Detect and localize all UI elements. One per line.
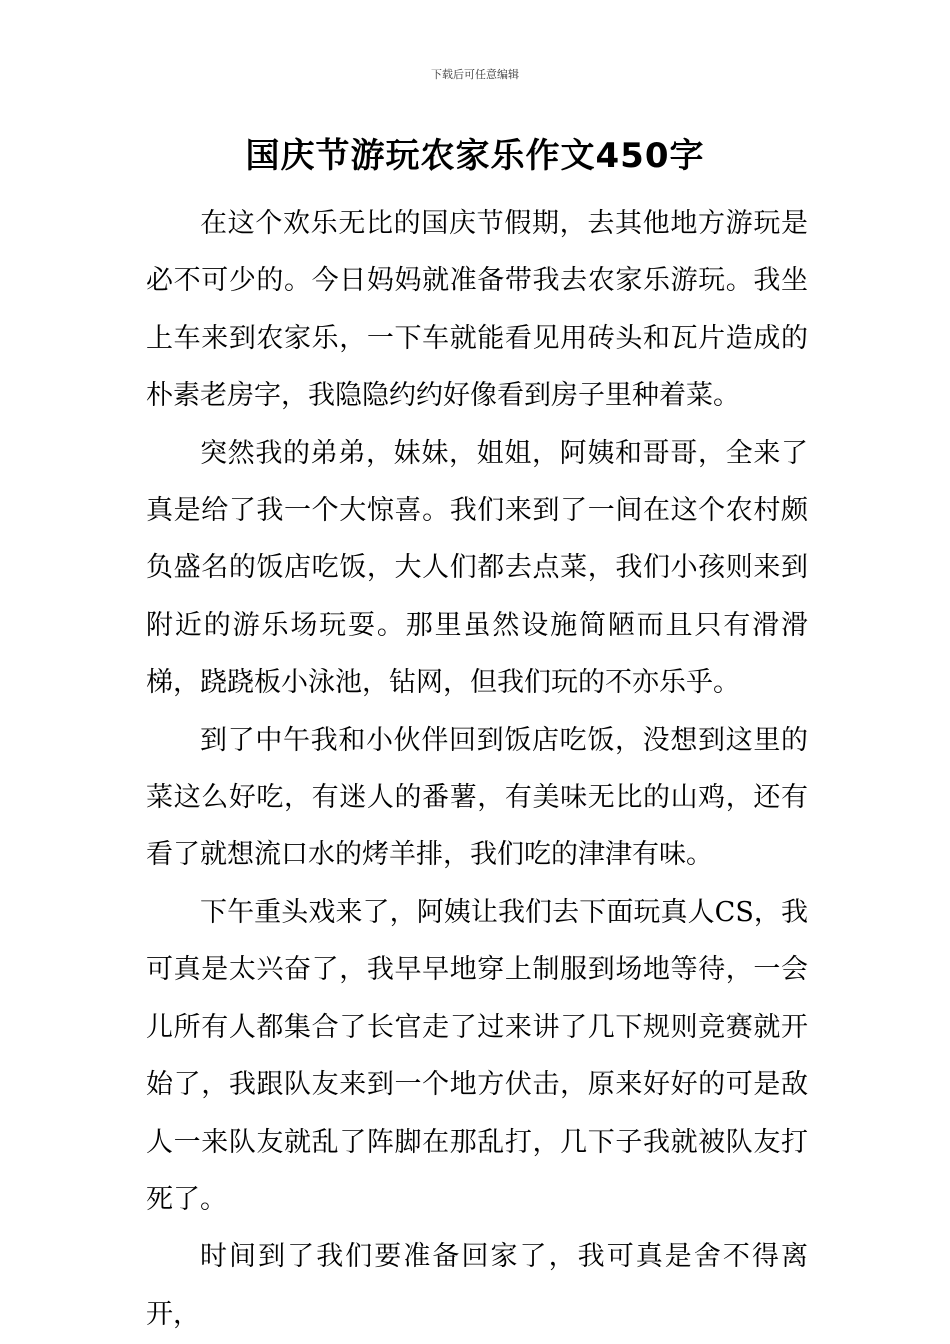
document-title: 国庆节游玩农家乐作文450字 — [245, 136, 705, 176]
paragraph-1: 在这个欢乐无比的国庆节假期，去其他地方游玩是必不可少的。今日妈妈就准备带我去农家乐游玩。我坐上车来到农家乐，一下车就能看见用砖头和瓦片造成的朴素老房字，我隐隐约约好像看到房子里种着菜。 — [146, 208, 808, 412]
paragraph-3: 到了中午我和小伙伴回到饭店吃饭，没想到这里的菜这么好吃，有迷人的番薯，有美味无比的山鸡，还有看了就想流口水的烤羊排，我们吃的津津有味。 — [146, 724, 808, 871]
paragraph-2: 突然我的弟弟，妹妹，姐姐，阿姨和哥哥，全来了真是给了我一个大惊喜。我们来到了一间在这个农村颇负盛名的饭店吃饭，大人们都去点菜，我们小孩则来到附近的游乐场玩耍。那里虽然设施简陋而且只有滑滑梯，跷跷板小泳池，钻网，但我们玩的不亦乐乎。 — [146, 437, 808, 699]
document-body — [146, 195, 808, 1343]
paragraph-5: 时间到了我们要准备回家了，我可真是舍不得离开， — [146, 1241, 808, 1330]
page-header-note: 下载后可任意编辑 — [431, 68, 519, 81]
paragraph-4: 下午重头戏来了，阿姨让我们去下面玩真人CS，我可真是太兴奋了，我早早地穿上制服到场地等待，一会儿所有人都集合了长官走了过来讲了几下规则竞赛就开始了，我跟队友来到一个地方伏击，原来好好的可是敌人一来队友就乱了阵脚在那乱打，几下子我就被队友打死了。 — [146, 896, 808, 1215]
